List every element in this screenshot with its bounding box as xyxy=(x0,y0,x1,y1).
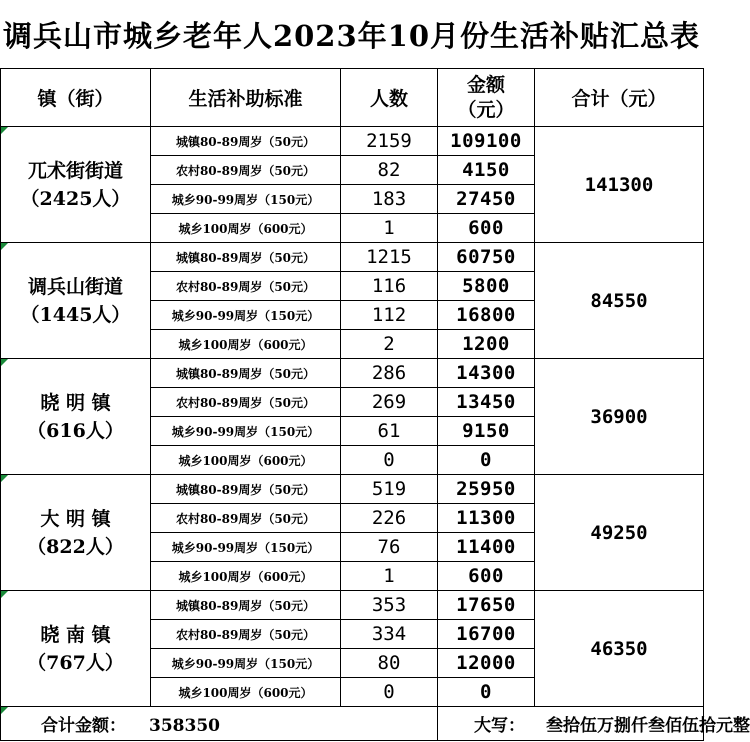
town-cell xyxy=(1,475,151,591)
standard-cell: 城乡100周岁（600元） xyxy=(151,214,341,243)
total-amount-cell xyxy=(1,707,438,741)
header-count: 人数 xyxy=(341,69,438,127)
count-cell: 269 xyxy=(341,388,438,417)
header-amount-line1: 金额 xyxy=(466,73,505,96)
subtotal-cell: 49250 xyxy=(535,475,704,591)
standard-cell: 农村80-89周岁（50元） xyxy=(151,620,341,649)
count-cell: 286 xyxy=(341,359,438,388)
count-cell: 0 xyxy=(341,678,438,707)
town-name: 晓 南 镇 xyxy=(40,623,111,646)
header-town: 镇（街） xyxy=(1,69,151,127)
table-row xyxy=(1,243,704,272)
count-cell: 1 xyxy=(341,562,438,591)
subtotal-cell: 141300 xyxy=(535,127,704,243)
standard-cell: 城乡90-99周岁（150元） xyxy=(151,417,341,446)
standard-cell: 农村80-89周岁（50元） xyxy=(151,272,341,301)
amount-cell: 1200 xyxy=(438,330,535,359)
header-amount-line2: （元） xyxy=(457,98,515,121)
town-name: 大 明 镇 xyxy=(40,507,111,530)
count-cell: 334 xyxy=(341,620,438,649)
amount-cell: 11400 xyxy=(438,533,535,562)
table-body xyxy=(1,127,704,707)
count-cell: 2159 xyxy=(341,127,438,156)
capital-label: 大写： xyxy=(474,716,525,736)
amount-cell: 16700 xyxy=(438,620,535,649)
count-cell: 80 xyxy=(341,649,438,678)
amount-cell: 600 xyxy=(438,214,535,243)
table-row xyxy=(1,591,704,620)
standard-cell: 城乡100周岁（600元） xyxy=(151,446,341,475)
standard-cell: 农村80-89周岁（50元） xyxy=(151,388,341,417)
header-standard: 生活补助标准 xyxy=(151,69,341,127)
table-row xyxy=(1,475,704,504)
standard-cell: 城乡100周岁（600元） xyxy=(151,562,341,591)
amount-cell: 16800 xyxy=(438,301,535,330)
town-cell xyxy=(1,243,151,359)
standard-cell: 城乡100周岁（600元） xyxy=(151,678,341,707)
town-people: （616人） xyxy=(27,419,124,442)
amount-cell: 4150 xyxy=(438,156,535,185)
count-cell: 61 xyxy=(341,417,438,446)
town-name: 调兵山街道 xyxy=(27,275,123,298)
count-cell: 0 xyxy=(341,446,438,475)
standard-cell: 农村80-89周岁（50元） xyxy=(151,156,341,185)
count-cell: 1 xyxy=(341,214,438,243)
total-value: 358350 xyxy=(149,716,220,736)
count-cell: 353 xyxy=(341,591,438,620)
total-row xyxy=(1,707,704,741)
amount-cell: 12000 xyxy=(438,649,535,678)
count-cell: 183 xyxy=(341,185,438,214)
amount-cell: 13450 xyxy=(438,388,535,417)
standard-cell: 农村80-89周岁（50元） xyxy=(151,504,341,533)
standard-cell: 城乡90-99周岁（150元） xyxy=(151,649,341,678)
table-row xyxy=(1,359,704,388)
amount-cell: 0 xyxy=(438,446,535,475)
standard-cell: 城镇80-89周岁（50元） xyxy=(151,359,341,388)
standard-cell: 城乡90-99周岁（150元） xyxy=(151,185,341,214)
amount-cell: 109100 xyxy=(438,127,535,156)
amount-cell: 17650 xyxy=(438,591,535,620)
standard-cell: 城乡90-99周岁（150元） xyxy=(151,533,341,562)
town-name: 晓 明 镇 xyxy=(40,391,111,414)
capital-value: 叁拾伍万捌仟叁佰伍拾元整 xyxy=(546,716,750,736)
town-cell xyxy=(1,591,151,707)
town-cell xyxy=(1,127,151,243)
amount-cell: 25950 xyxy=(438,475,535,504)
total-label: 合计金额： xyxy=(41,716,126,736)
amount-cell: 600 xyxy=(438,562,535,591)
town-cell xyxy=(1,359,151,475)
amount-cell: 9150 xyxy=(438,417,535,446)
standard-cell: 城镇80-89周岁（50元） xyxy=(151,127,341,156)
count-cell: 2 xyxy=(341,330,438,359)
amount-cell: 5800 xyxy=(438,272,535,301)
document-title: 调兵山市城乡老年人2023年10月份生活补贴汇总表 xyxy=(2,18,701,53)
standard-cell: 城镇80-89周岁（50元） xyxy=(151,243,341,272)
amount-cell: 0 xyxy=(438,678,535,707)
count-cell: 226 xyxy=(341,504,438,533)
table-row xyxy=(1,127,704,156)
amount-cell: 11300 xyxy=(438,504,535,533)
header-amount xyxy=(438,69,535,127)
standard-cell: 城镇80-89周岁（50元） xyxy=(151,475,341,504)
table-header-row xyxy=(1,69,704,127)
total-capital-cell xyxy=(438,707,750,741)
town-name: 兀术街街道 xyxy=(27,159,123,182)
subtotal-cell: 46350 xyxy=(535,591,704,707)
town-people: （1445人） xyxy=(20,303,131,326)
count-cell: 76 xyxy=(341,533,438,562)
header-subtotal: 合计（元） xyxy=(535,69,704,127)
count-cell: 519 xyxy=(341,475,438,504)
amount-cell: 14300 xyxy=(438,359,535,388)
town-people: （822人） xyxy=(27,535,124,558)
town-people: （2425人） xyxy=(20,187,131,210)
count-cell: 112 xyxy=(341,301,438,330)
amount-cell: 60750 xyxy=(438,243,535,272)
standard-cell: 城乡100周岁（600元） xyxy=(151,330,341,359)
amount-cell: 27450 xyxy=(438,185,535,214)
subtotal-cell: 84550 xyxy=(535,243,704,359)
standard-cell: 城乡90-99周岁（150元） xyxy=(151,301,341,330)
town-people: （767人） xyxy=(27,651,124,674)
standard-cell: 城镇80-89周岁（50元） xyxy=(151,591,341,620)
count-cell: 82 xyxy=(341,156,438,185)
subtotal-cell: 36900 xyxy=(535,359,704,475)
subsidy-summary-table xyxy=(0,68,750,741)
count-cell: 116 xyxy=(341,272,438,301)
count-cell: 1215 xyxy=(341,243,438,272)
